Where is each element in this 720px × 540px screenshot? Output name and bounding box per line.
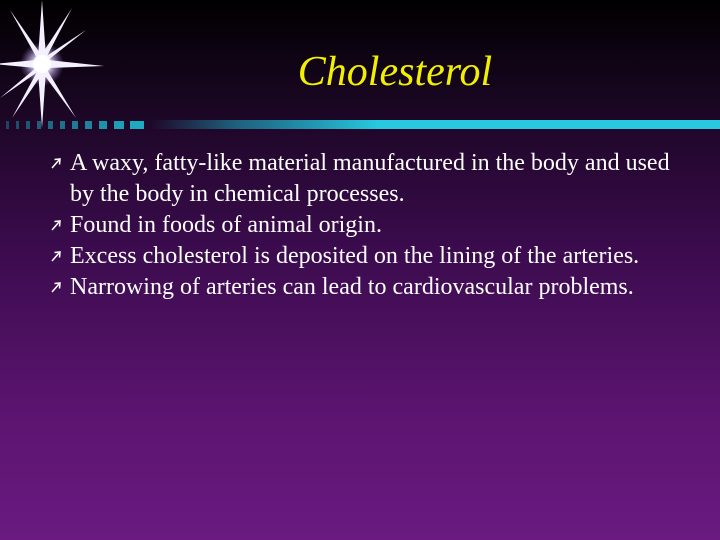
- diagonal-arrow-icon: [50, 218, 62, 232]
- list-item: [50, 241, 690, 272]
- bullet-text: Found in foods of animal origin.: [70, 212, 382, 238]
- diagonal-arrow-icon: [50, 280, 62, 294]
- list-item: [50, 148, 690, 210]
- list-item: [50, 272, 690, 303]
- bullet-list: [50, 148, 690, 303]
- sparkle-star-icon: [0, 0, 110, 130]
- diagonal-arrow-icon: [50, 249, 62, 263]
- slide-title: Cholesterol: [297, 49, 493, 95]
- bullet-text: Excess cholesterol is deposited on the lining of the arteries.: [70, 243, 640, 269]
- bullet-text: A waxy, fatty-like material manufactured in the body and used by the body in chemical processes.: [70, 150, 670, 207]
- bullet-text: Narrowing of arteries can lead to cardiovascular problems.: [70, 274, 634, 300]
- title-underline-bar: [0, 118, 720, 132]
- diagonal-arrow-icon: [50, 156, 62, 170]
- list-item: [50, 210, 690, 241]
